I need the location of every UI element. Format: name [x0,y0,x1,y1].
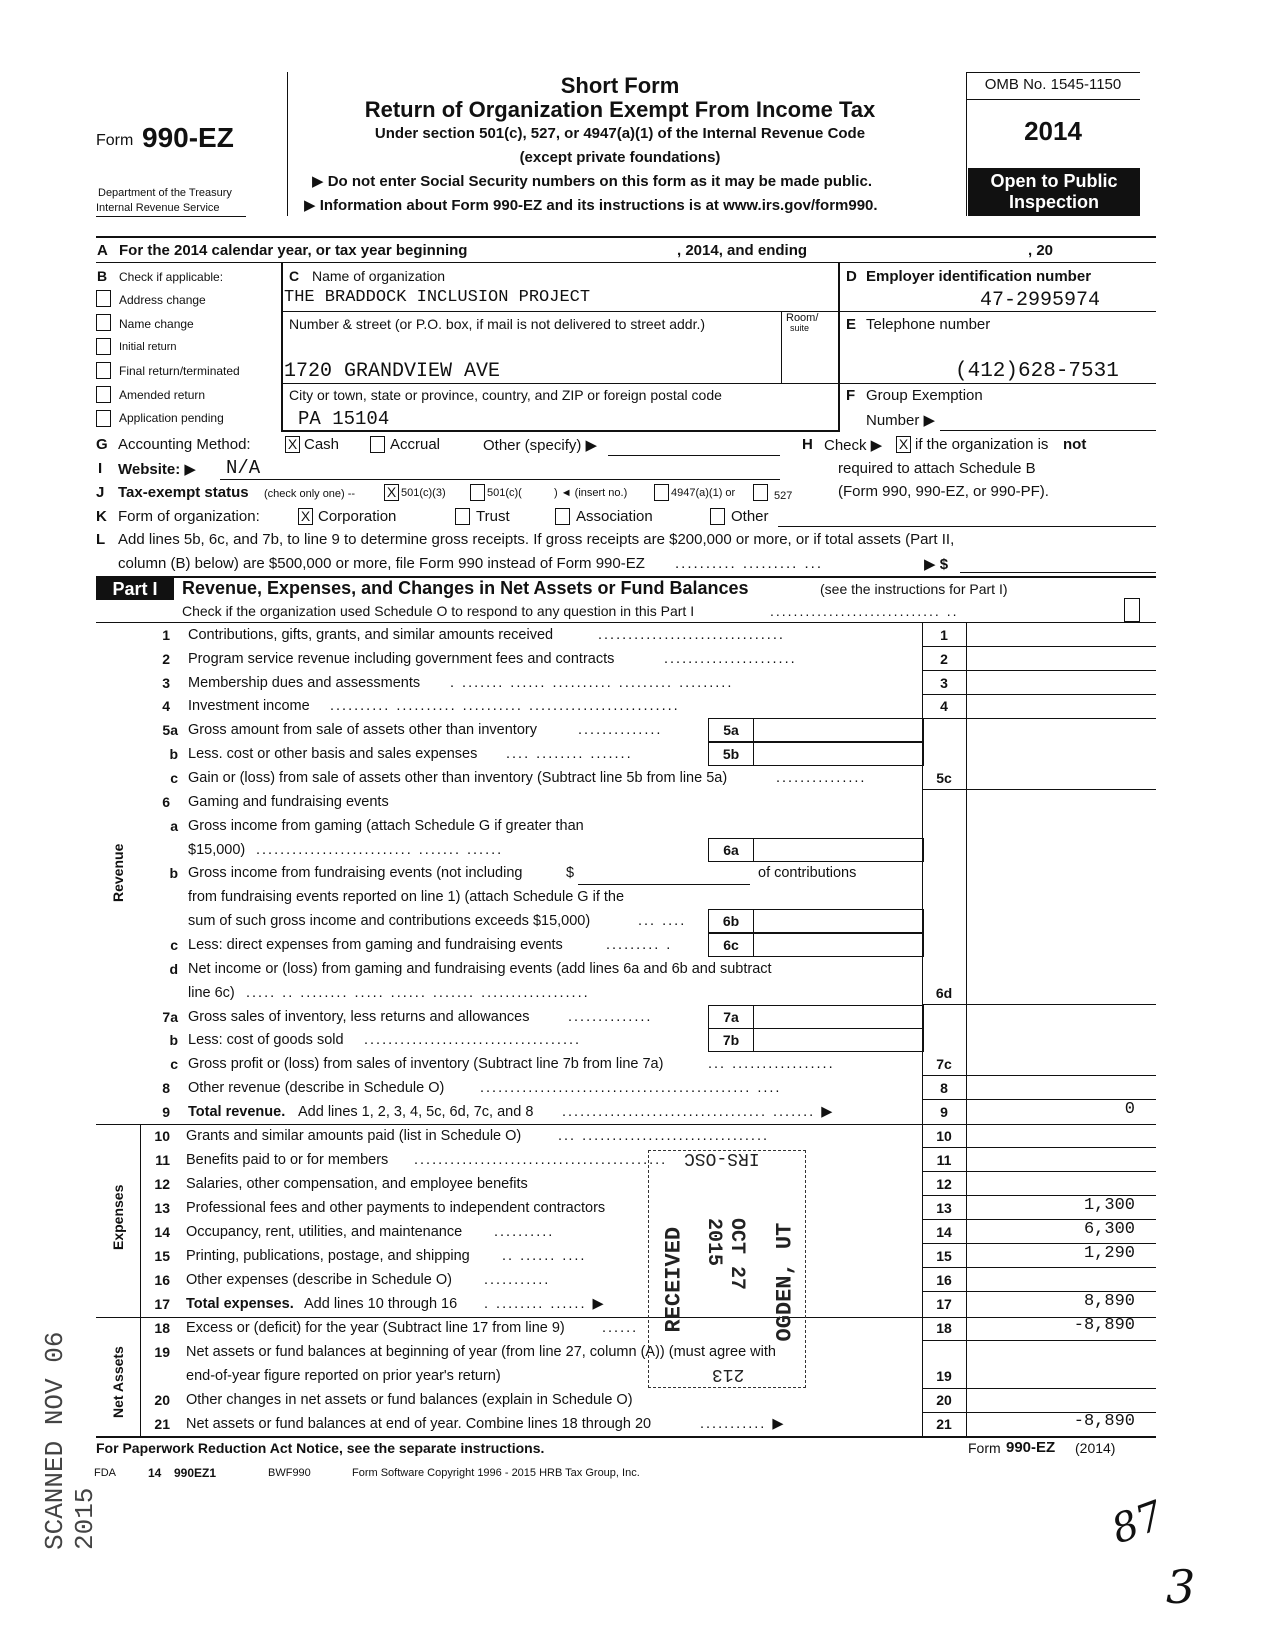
dept-treasury: Department of the Treasury [98,187,232,199]
line-6d-number: d [169,961,178,977]
501c3-label: 501(c)(3) [401,487,446,499]
ein-value[interactable]: 47-2995974 [980,289,1101,312]
name-change-checkbox[interactable] [96,314,111,331]
line-16-dots: ........... [484,1272,551,1288]
line-11-number: 11 [155,1152,170,1168]
address-change-checkbox[interactable] [96,290,111,307]
gross-receipts-field[interactable] [960,572,1156,573]
line-14-number: 14 [154,1224,170,1240]
line-20-number: 20 [154,1392,170,1408]
info-notice: ▶ Information about Form 990-EZ and its instructions is at www.irs.gov/form990. [304,197,878,214]
association-checkbox[interactable] [555,508,570,525]
open-to-public-line2: Inspection [1008,192,1099,212]
line-6c-field[interactable] [753,933,924,957]
line-5c-dots: ............... [776,770,867,786]
line-i-label: I [98,460,103,477]
line-11-text: Benefits paid to or for members [186,1152,389,1168]
line-19-text: Net assets or fund balances at beginning of year (from line 27, column (A)) (must agree with [186,1344,776,1360]
line-14-box: 14 [936,1224,952,1240]
footer-code-1: 14 [148,1466,162,1480]
line-6d-text-2: line 6c) [188,985,235,1001]
stamp-received: RECEIVED [661,1226,687,1333]
line-21-dots: ........... ▶ [700,1416,786,1432]
501c3-checkbox[interactable]: X [384,484,399,501]
line-h-check-text: Check ▶ [824,437,883,454]
name-change-label: Name change [119,317,194,331]
total-expenses-amount[interactable]: 8,890 [1083,1292,1135,1311]
corporation-checkbox[interactable]: X [298,508,313,525]
telephone-value[interactable]: (412)628-7531 [955,360,1119,383]
line-15-text: Printing, publications, postage, and shipping [186,1248,470,1264]
line-16-text: Other expenses (describe in Schedule O) [186,1272,452,1288]
scanned-stamp: SCANNED NOV 06 2015 [40,1331,100,1550]
line-j-label: J [96,484,105,501]
website-label: Website: ▶ [118,461,196,478]
line-7b-text: Less: cost of goods sold [188,1032,344,1048]
line-6a-dots: .......................... ....... ...... [256,842,504,858]
line-h-text: if the organization is [915,436,1049,453]
line-6a-box: 6a [708,838,754,862]
line-a-label: A [97,242,108,259]
line-a-end: , 20 [1028,242,1054,259]
tax-exempt-label: Tax-exempt status [118,484,249,501]
section-b-title: Check if applicable: [119,270,224,284]
line-5b-dots: .... ........ ....... [506,746,633,762]
line-6a-number: a [170,818,178,834]
line-5b-field[interactable] [753,742,924,766]
line-6b-field[interactable] [753,909,924,933]
line-17-box: 17 [936,1296,952,1312]
stamp-code: 213 [712,1364,745,1384]
line-6c-text: Less: direct expenses from gaming and fundraising events [188,937,563,953]
room-label: Room/ [786,312,819,324]
address-change-label: Address change [119,293,206,307]
line-5c-box: 5c [936,770,952,786]
section-c-label: C [289,268,300,284]
form-of-organization-label: Form of organization: [118,508,260,525]
check-only-one: (check only one) -- [264,488,356,500]
line-21-number: 21 [154,1416,170,1432]
open-to-public-badge [968,168,1140,216]
line-8-box: 8 [940,1080,948,1096]
cash-label: Cash [304,436,340,453]
stamp-irs: IRS-OSC [684,1148,760,1168]
line-6d-box: 6d [935,985,953,1001]
line-a-text: For the 2014 calendar year, or tax year beginning [119,242,468,259]
501c-label: 501(c)( [487,487,522,499]
line-18-box: 18 [936,1320,952,1336]
line-13-number: 13 [154,1200,170,1216]
association-label: Association [576,508,653,525]
total-revenue-amount[interactable]: 0 [1124,1100,1135,1119]
line-9-text-bold: Total revenue. [188,1104,286,1120]
omb-number: OMB No. 1545-1150 [984,76,1122,93]
line-5b-number: b [169,746,178,762]
footer-fda: FDA [94,1467,116,1479]
line-4-text: Investment income [188,698,310,714]
line-1-text: Contributions, gifts, grants, and similar amounts received [188,627,554,643]
line-6c-number: c [170,937,178,953]
line-7b-number: b [169,1032,178,1048]
line-7c-dots: ... ................. [708,1056,835,1072]
line-6d-text: Net income or (loss) from gaming and fundraising events (add lines 6a and 6b and subtract [188,961,772,977]
line-4-box: 4 [940,698,948,714]
part-1-tag: Part I [96,578,174,600]
line-6b-box: 6b [708,909,754,933]
trust-checkbox[interactable] [455,508,470,525]
schedule-o-dots: ............................. .. [770,603,959,619]
line-7b-box: 7b [708,1028,754,1052]
line-8-text: Other revenue (describe in Schedule O) [188,1080,445,1096]
4947-label: 4947(a)(1) or [671,487,736,499]
line-19-text-2: end-of-year figure reported on prior year's return) [186,1368,501,1384]
line-6b-dots: ... .... [638,913,687,929]
line-7a-number: 7a [162,1009,178,1025]
handwritten-mark-2: 3 [1166,1560,1196,1614]
line-2-box: 2 [940,651,948,667]
stamp-date: OCT 27 2015 [702,1218,748,1291]
line-4-dots: .......... .......... .......... ......................... [330,698,680,714]
accrual-label: Accrual [390,436,441,453]
initial-return-label: Initial return [119,341,177,353]
net-assets-side-label: Net Assets [110,1346,126,1418]
line-14-amount[interactable]: 6,300 [1083,1220,1135,1239]
line-6-number: 6 [162,794,170,810]
line-7b-field[interactable] [753,1028,924,1052]
line-17-dots: . ........ ...... ▶ [484,1296,606,1312]
footer-form-number: 990-EZ [1006,1439,1056,1456]
org-name-value[interactable]: THE BRADDOCK INCLUSION PROJECT [284,288,591,307]
line-8-dots: ............................................. .... [480,1080,782,1096]
cash-checkbox[interactable]: X [285,436,300,453]
line-2-text: Program service revenue including government fees and contracts [188,651,615,667]
line-5a-number: 5a [162,722,178,738]
line-6-text: Gaming and fundraising events [188,794,389,810]
line-6a-text: Gross income from gaming (attach Schedule G if greater than [188,818,584,834]
line-h-not: not [1063,436,1087,453]
line-18-text: Excess or (deficit) for the year (Subtract line 17 from line 9) [186,1320,565,1336]
section-e-label: E [846,316,857,333]
line-8-number: 8 [162,1080,170,1096]
line-1-box: 1 [940,627,948,643]
handwritten-mark-1: 87 [1105,1492,1170,1554]
line-18-amount[interactable]: -8,890 [1073,1316,1135,1335]
line-19-box: 19 [936,1368,952,1384]
line-5b-text: Less. cost or other basis and sales expenses [188,746,478,762]
line-17-text-bold: Total expenses. [186,1296,294,1312]
line-12-number: 12 [154,1176,170,1192]
form-prefix: Form [96,132,134,149]
final-return-checkbox[interactable] [96,362,111,379]
line-7a-field[interactable] [753,1005,924,1029]
line-3-number: 3 [162,675,170,691]
line-k-label: K [96,508,107,525]
stamp-city: OGDEN, UT [772,1222,798,1342]
org-name-label: Name of organization [312,268,446,284]
part-1-title-small: (see the instructions for Part I) [820,581,1008,597]
form-subtitle-2: (except private foundations) [519,149,721,166]
line-5a-box: 5a [708,718,754,742]
line-l-text: Add lines 5b, 6c, and 7b, to line 9 to determine gross receipts. If gross receipts are $200,000 or more, or if total assets (Part II, [118,531,955,548]
line-13-amount[interactable]: 1,300 [1083,1196,1135,1215]
line-a-mid: , 2014, and ending [677,242,808,259]
section-b-label: B [97,268,108,284]
line-7c-text: Gross profit or (loss) from sales of inventory (Subtract line 7b from line 7a) [188,1056,664,1072]
line-2-dots: ...................... [664,651,797,667]
line-16-number: 16 [154,1272,170,1288]
insert-no-label: ) ◄ (insert no.) [554,487,628,499]
line-5c-number: c [170,770,178,786]
line-20-text: Other changes in net assets or fund balances (explain in Schedule O) [186,1392,633,1408]
line-l-end: ▶ $ [924,556,949,573]
application-pending-checkbox[interactable] [96,410,111,427]
line-19-number: 19 [154,1344,170,1360]
line-6c-dots: ......... . [606,937,673,953]
other-org-checkbox[interactable] [710,508,725,525]
line-7c-number: c [170,1056,178,1072]
line-21-box: 21 [936,1416,952,1432]
line-14-text: Occupancy, rent, utilities, and maintenance [186,1224,463,1240]
line-13-text: Professional fees and other payments to independent contractors [186,1200,606,1216]
street-value[interactable]: 1720 GRANDVIEW AVE [284,360,501,383]
corporation-label: Corporation [318,508,397,525]
line-17-number: 17 [154,1296,170,1312]
line-11-dots: .......................................... [414,1152,668,1168]
line-5c-text: Gain or (loss) from sale of assets other than inventory (Subtract line 5b from line 5a) [188,770,728,786]
line-6b-dollar: $ [566,865,575,881]
line-10-number: 10 [154,1128,170,1144]
line-6d-dots: ..... .. ........ ..... ...... ....... .................. [246,985,590,1001]
line-h-text-3: (Form 990, 990-EZ, or 990-PF). [838,483,1049,500]
ssn-notice: ▶ Do not enter Social Security numbers on this form as it may be made public. [312,173,872,190]
line-g-label: G [96,436,108,453]
line-1-dots: ............................... [598,627,785,643]
line-10-dots: ... ............................... [558,1128,769,1144]
form-subtitle: Under section 501(c), 527, or 4947(a)(1) of the Internal Revenue Code [374,125,866,142]
line-l-text-2: column (B) below) are $500,000 or more, file Form 990 instead of Form 990-EZ [118,555,645,572]
other-org-field[interactable] [778,526,1156,527]
accrual-checkbox[interactable] [370,436,385,453]
line-15-box: 15 [936,1248,952,1264]
line-13-box: 13 [936,1200,952,1216]
tax-year: 2014 [1024,116,1082,146]
application-pending-label: Application pending [119,411,224,425]
line-15-dots: .. ...... .... [502,1248,587,1264]
line-5a-field[interactable] [753,718,924,742]
line-l-label: L [96,531,106,548]
4947-checkbox[interactable] [654,484,669,501]
footer-bwf: BWF990 [268,1467,311,1479]
line-7c-box: 7c [936,1056,952,1072]
line-6a-field[interactable] [753,838,924,862]
line-5a-text: Gross amount from sale of assets other than inventory [188,722,537,738]
section-f-label: F [846,387,856,404]
line-2-number: 2 [162,651,170,667]
ein-label: Employer identification number [866,268,1092,285]
section-d-label: D [846,268,857,285]
footer-form-year: (2014) [1075,1440,1116,1456]
501c-checkbox[interactable] [470,484,485,501]
line-l-dots: .......... ......... ... [675,555,824,572]
group-exemption-number-label: Number ▶ [866,412,936,429]
line-5a-dots: .............. [578,722,663,738]
city-value[interactable]: PA 15104 [298,408,390,430]
line-h-text-2: required to attach Schedule B [838,460,1036,477]
line-10-box: 10 [936,1128,952,1144]
trust-label: Trust [476,508,510,525]
schedule-o-check-text: Check if the organization used Schedule O to respond to any question in this Part I [182,603,695,619]
line-15-amount[interactable]: 1,290 [1083,1244,1135,1263]
form-title-short: Short Form [560,73,680,98]
line-6b-text-2: from fundraising events reported on line 1) (attach Schedule G if the [188,889,625,905]
line-9-box: 9 [940,1104,948,1120]
schedule-o-checkbox[interactable] [1124,598,1140,622]
line-12-box: 12 [936,1176,952,1192]
line-3-box: 3 [940,675,948,691]
part-1-title: Revenue, Expenses, and Changes in Net Assets or Fund Balances [182,578,749,598]
amended-return-checkbox[interactable] [96,386,111,403]
initial-return-checkbox[interactable] [96,338,111,355]
line-18-number: 18 [154,1320,170,1336]
line-3-text: Membership dues and assessments [188,675,421,691]
line-5b-box: 5b [708,742,754,766]
other-method-label: Other (specify) ▶ [483,437,598,454]
line-20-box: 20 [936,1392,952,1408]
line-21-text: Net assets or fund balances at end of year. Combine lines 18 through 20 [186,1416,652,1432]
line-6b-text-3: sum of such gross income and contributions exceeds $15,000) [188,913,591,929]
line-6b-contrib-label: of contributions [758,865,857,881]
line-14-dots: .......... [494,1224,555,1240]
group-exemption-label: Group Exemption [866,387,983,404]
line-3-dots: . ....... ...... .......... ......... ......... [450,675,734,691]
footer-paperwork-notice: For Paperwork Reduction Act Notice, see the separate instructions. [96,1440,545,1456]
527-label: 527 [774,490,793,502]
line-7a-dots: .............. [568,1009,653,1025]
line-7a-box: 7a [708,1005,754,1029]
line-9-number: 9 [162,1104,170,1120]
expenses-side-label: Expenses [110,1184,126,1250]
line-15-number: 15 [154,1248,170,1264]
line-10-text: Grants and similar amounts paid (list in Schedule O) [186,1128,522,1144]
line-9-text: Add lines 1, 2, 3, 4, 5c, 6d, 7c, and 8 [298,1104,534,1120]
line-6a-text-2: $15,000) [188,842,246,858]
line-h-label: H [802,436,813,453]
city-label: City or town, state or province, country, and ZIP or foreign postal code [289,387,722,403]
line-12-text: Salaries, other compensation, and employee benefits [186,1176,528,1192]
line-6c-box: 6c [708,933,754,957]
line-6b-contrib-field[interactable] [578,884,750,885]
form-title: Return of Organization Exempt From Income Tax [364,97,876,122]
footer-code-2: 990EZ1 [174,1466,217,1480]
line-6b-number: b [169,865,178,881]
footer-form-prefix: Form [968,1440,1001,1456]
line-9-dots: .................................. ....... ▶ [562,1104,835,1120]
line-1-number: 1 [162,627,170,643]
line-7b-dots: .................................... [364,1032,582,1048]
revenue-side-label: Revenue [110,843,126,902]
line-11-box: 11 [936,1152,952,1168]
open-to-public-line1: Open to Public [990,171,1118,191]
line-17-text: Add lines 10 through 16 [304,1296,458,1312]
line-18-dots: ...... [602,1320,639,1336]
accounting-method-label: Accounting Method: [118,436,251,453]
website-value[interactable]: N/A [226,457,261,479]
schedule-b-checkbox[interactable]: X [896,436,911,453]
line-6b-text: Gross income from fundraising events (not including [188,865,523,881]
suite-label: suite [790,323,810,333]
telephone-label: Telephone number [866,316,991,333]
527-checkbox[interactable] [753,484,768,501]
amended-return-label: Amended return [119,388,206,402]
line-16-box: 16 [936,1272,952,1288]
other-org-label: Other [731,508,769,525]
dept-irs: Internal Revenue Service [96,202,220,214]
footer-copyright: Form Software Copyright 1996 - 2015 HRB Tax Group, Inc. [352,1467,640,1479]
other-method-field[interactable] [608,455,780,456]
line-7a-text: Gross sales of inventory, less returns and allowances [188,1009,530,1025]
final-return-label: Final return/terminated [119,364,240,378]
form-number: 990-EZ [142,122,234,153]
line-21-amount[interactable]: -8,890 [1073,1412,1135,1431]
line-4-number: 4 [162,698,170,714]
street-label: Number & street (or P.O. box, if mail is not delivered to street addr.) [289,316,706,332]
